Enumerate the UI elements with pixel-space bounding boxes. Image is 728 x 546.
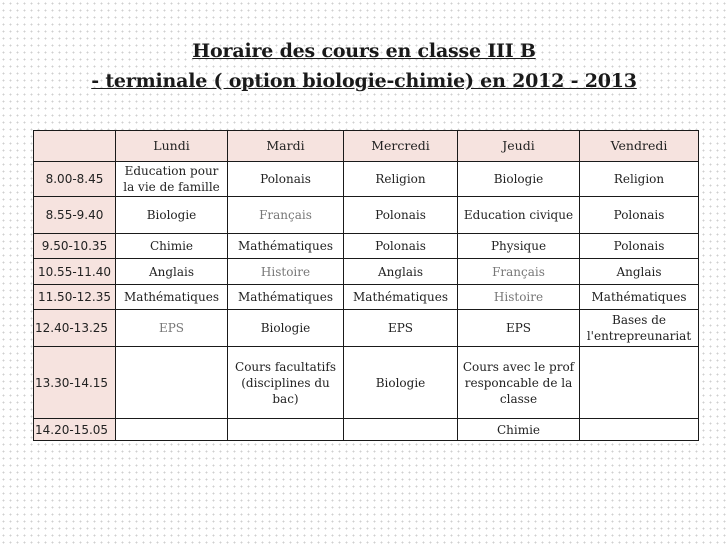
day-header: Lundi [116,131,228,162]
lesson-cell: Education civique [458,197,580,234]
schedule-table [33,130,699,441]
lesson-cell: Anglais [580,259,699,285]
lesson-cell: Mathématiques [228,285,344,310]
lesson-cell: Cours facultatifs (disciplines du bac) [228,347,344,419]
time-slot: 11.50-12.35 [34,285,116,310]
lesson-cell: Cours avec le prof responcable de la classe [458,347,580,419]
table-row [34,310,699,347]
table-row [34,419,699,441]
time-slot: 10.55-11.40 [34,259,116,285]
lesson-cell [228,419,344,441]
time-slot: 12.40-13.25 [34,310,116,347]
table-row [34,197,699,234]
table-row [34,234,699,259]
lesson-cell: Physique [458,234,580,259]
lesson-cell: Polonais [344,234,458,259]
lesson-cell: Religion [344,162,458,197]
time-slot: 8.55-9.40 [34,197,116,234]
table-row [34,347,699,419]
lesson-cell: Polonais [344,197,458,234]
lesson-cell [116,347,228,419]
lesson-cell: Histoire [458,285,580,310]
table-row [34,285,699,310]
lesson-cell: Biologie [344,347,458,419]
lesson-cell: Chimie [458,419,580,441]
page-title [0,36,728,96]
table-row [34,162,699,197]
day-header: Mercredi [344,131,458,162]
lesson-cell: Biologie [116,197,228,234]
header-row [34,131,699,162]
time-slot: 13.30-14.15 [34,347,116,419]
day-header: Vendredi [580,131,699,162]
title-line-1: Horaire des cours en classe III B [192,40,536,62]
table-row [34,259,699,285]
lesson-cell [344,419,458,441]
lesson-cell: Chimie [116,234,228,259]
lesson-cell: Mathématiques [116,285,228,310]
lesson-cell: Religion [580,162,699,197]
lesson-cell: EPS [344,310,458,347]
lesson-cell: Français [458,259,580,285]
lesson-cell: Anglais [344,259,458,285]
lesson-cell [580,347,699,419]
lesson-cell: EPS [116,310,228,347]
lesson-cell: Polonais [580,234,699,259]
lesson-cell: Mathématiques [344,285,458,310]
lesson-cell: Mathématiques [228,234,344,259]
lesson-cell [116,419,228,441]
title-line-2: - terminale ( option biologie-chimie) en 2012 - 2013 [91,70,637,92]
time-slot: 8.00-8.45 [34,162,116,197]
lesson-cell: Polonais [228,162,344,197]
lesson-cell: Education pour la vie de famille [116,162,228,197]
corner-cell [34,131,116,162]
lesson-cell: Mathématiques [580,285,699,310]
lesson-cell: Anglais [116,259,228,285]
day-header: Mardi [228,131,344,162]
lesson-cell: Bases de l'entrepreunariat [580,310,699,347]
lesson-cell: EPS [458,310,580,347]
lesson-cell: Polonais [580,197,699,234]
lesson-cell: Français [228,197,344,234]
lesson-cell [580,419,699,441]
lesson-cell: Biologie [228,310,344,347]
lesson-cell: Histoire [228,259,344,285]
time-slot: 14.20-15.05 [34,419,116,441]
lesson-cell: Biologie [458,162,580,197]
day-header: Jeudi [458,131,580,162]
time-slot: 9.50-10.35 [34,234,116,259]
